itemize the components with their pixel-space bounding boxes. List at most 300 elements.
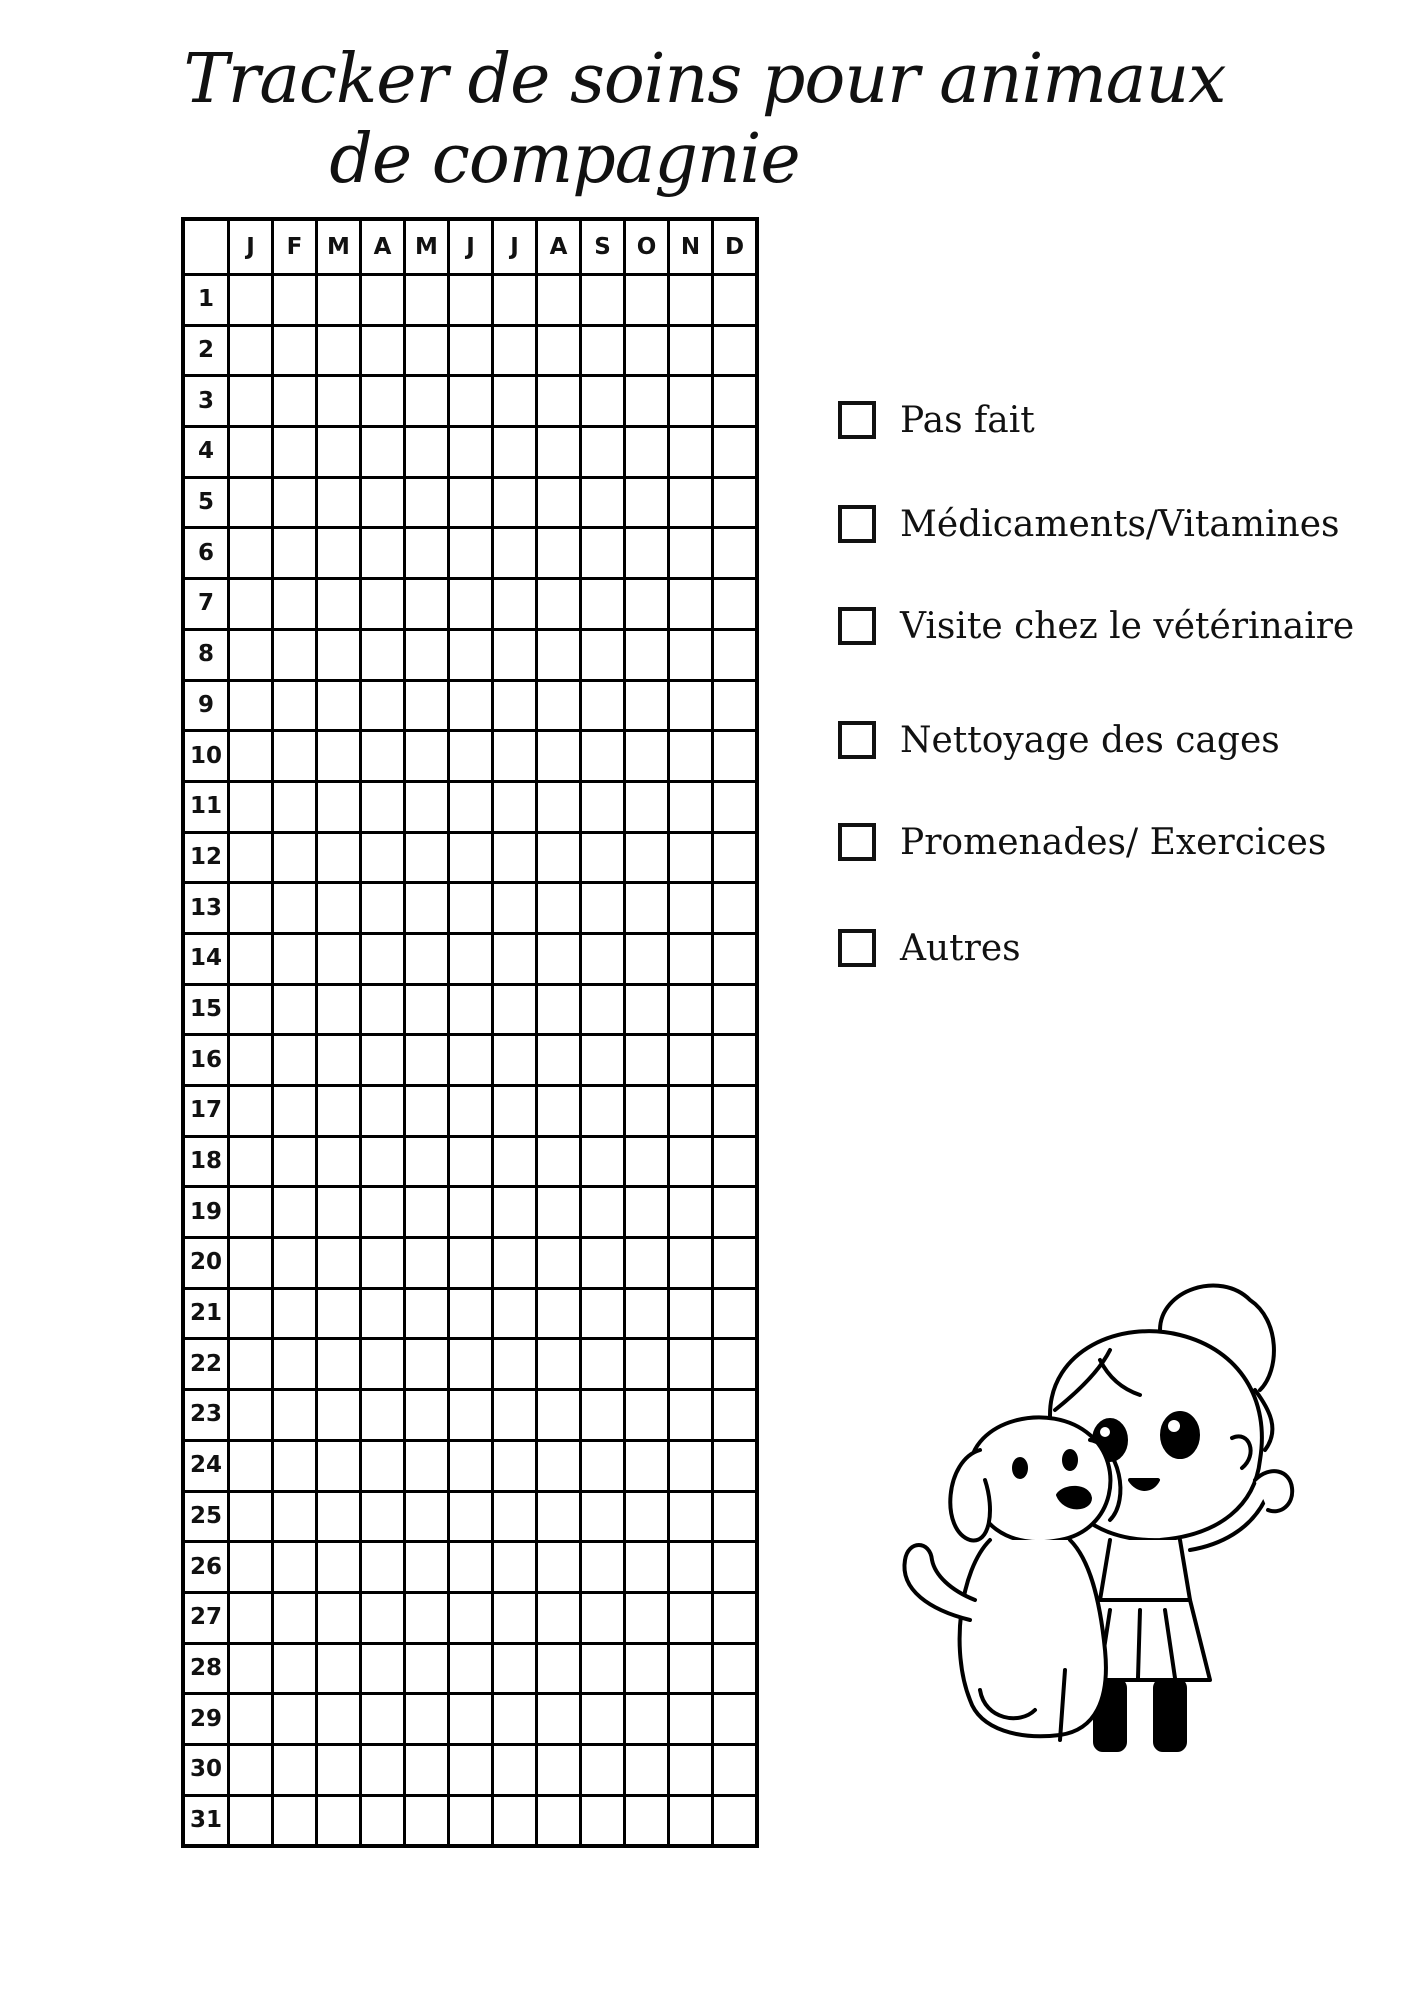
- tracker-cell[interactable]: [405, 984, 449, 1035]
- tracker-cell[interactable]: [537, 579, 581, 630]
- tracker-cell[interactable]: [669, 629, 713, 680]
- tracker-cell[interactable]: [449, 275, 493, 326]
- tracker-cell[interactable]: [405, 427, 449, 478]
- tracker-cell[interactable]: [581, 325, 625, 376]
- tracker-cell[interactable]: [273, 629, 317, 680]
- tracker-cell[interactable]: [625, 1390, 669, 1441]
- tracker-cell[interactable]: [581, 781, 625, 832]
- tracker-cell[interactable]: [537, 629, 581, 680]
- tracker-cell[interactable]: [317, 1035, 361, 1086]
- tracker-cell[interactable]: [669, 984, 713, 1035]
- tracker-cell[interactable]: [317, 1694, 361, 1745]
- tracker-cell[interactable]: [713, 1086, 758, 1137]
- tracker-cell[interactable]: [229, 528, 273, 579]
- tracker-cell[interactable]: [713, 984, 758, 1035]
- tracker-cell[interactable]: [713, 731, 758, 782]
- tracker-cell[interactable]: [713, 883, 758, 934]
- tracker-cell[interactable]: [317, 579, 361, 630]
- checkbox[interactable]: [838, 607, 876, 645]
- tracker-cell[interactable]: [405, 832, 449, 883]
- tracker-cell[interactable]: [581, 984, 625, 1035]
- tracker-cell[interactable]: [449, 1491, 493, 1542]
- tracker-cell[interactable]: [669, 731, 713, 782]
- tracker-cell[interactable]: [361, 1390, 405, 1441]
- tracker-cell[interactable]: [317, 325, 361, 376]
- tracker-cell[interactable]: [537, 275, 581, 326]
- tracker-cell[interactable]: [405, 1187, 449, 1238]
- tracker-cell[interactable]: [229, 1694, 273, 1745]
- tracker-cell[interactable]: [493, 1086, 537, 1137]
- tracker-cell[interactable]: [493, 1592, 537, 1643]
- tracker-cell[interactable]: [625, 1086, 669, 1137]
- tracker-cell[interactable]: [273, 579, 317, 630]
- tracker-cell[interactable]: [405, 680, 449, 731]
- tracker-cell[interactable]: [361, 1035, 405, 1086]
- tracker-cell[interactable]: [449, 1136, 493, 1187]
- tracker-cell[interactable]: [493, 1643, 537, 1694]
- tracker-cell[interactable]: [361, 1440, 405, 1491]
- tracker-cell[interactable]: [537, 1542, 581, 1593]
- tracker-cell[interactable]: [317, 1795, 361, 1846]
- tracker-cell[interactable]: [537, 427, 581, 478]
- tracker-cell[interactable]: [669, 1694, 713, 1745]
- tracker-cell[interactable]: [361, 1288, 405, 1339]
- tracker-cell[interactable]: [317, 832, 361, 883]
- tracker-cell[interactable]: [317, 1136, 361, 1187]
- tracker-cell[interactable]: [669, 1795, 713, 1846]
- tracker-cell[interactable]: [229, 1339, 273, 1390]
- tracker-cell[interactable]: [317, 1086, 361, 1137]
- tracker-cell[interactable]: [625, 1542, 669, 1593]
- tracker-cell[interactable]: [493, 1238, 537, 1289]
- tracker-cell[interactable]: [625, 1187, 669, 1238]
- tracker-cell[interactable]: [449, 1694, 493, 1745]
- tracker-cell[interactable]: [581, 629, 625, 680]
- tracker-cell[interactable]: [669, 1136, 713, 1187]
- tracker-cell[interactable]: [229, 1744, 273, 1795]
- tracker-cell[interactable]: [229, 883, 273, 934]
- tracker-cell[interactable]: [581, 680, 625, 731]
- tracker-cell[interactable]: [317, 275, 361, 326]
- tracker-cell[interactable]: [229, 376, 273, 427]
- tracker-cell[interactable]: [669, 1744, 713, 1795]
- tracker-cell[interactable]: [493, 427, 537, 478]
- tracker-cell[interactable]: [493, 1187, 537, 1238]
- tracker-cell[interactable]: [317, 1744, 361, 1795]
- tracker-cell[interactable]: [273, 427, 317, 478]
- tracker-cell[interactable]: [449, 629, 493, 680]
- tracker-cell[interactable]: [405, 933, 449, 984]
- tracker-cell[interactable]: [273, 1744, 317, 1795]
- tracker-cell[interactable]: [581, 1440, 625, 1491]
- tracker-cell[interactable]: [493, 1339, 537, 1390]
- tracker-cell[interactable]: [449, 579, 493, 630]
- tracker-cell[interactable]: [713, 1035, 758, 1086]
- tracker-cell[interactable]: [625, 1440, 669, 1491]
- tracker-cell[interactable]: [537, 731, 581, 782]
- tracker-cell[interactable]: [273, 1187, 317, 1238]
- tracker-cell[interactable]: [229, 731, 273, 782]
- tracker-cell[interactable]: [537, 376, 581, 427]
- tracker-cell[interactable]: [581, 1288, 625, 1339]
- tracker-cell[interactable]: [405, 477, 449, 528]
- tracker-cell[interactable]: [537, 477, 581, 528]
- tracker-cell[interactable]: [625, 1795, 669, 1846]
- tracker-cell[interactable]: [713, 1694, 758, 1745]
- tracker-cell[interactable]: [317, 781, 361, 832]
- tracker-cell[interactable]: [273, 781, 317, 832]
- tracker-cell[interactable]: [273, 1491, 317, 1542]
- tracker-cell[interactable]: [317, 1238, 361, 1289]
- tracker-cell[interactable]: [273, 1288, 317, 1339]
- tracker-cell[interactable]: [229, 1491, 273, 1542]
- tracker-cell[interactable]: [625, 1238, 669, 1289]
- tracker-cell[interactable]: [361, 1643, 405, 1694]
- tracker-cell[interactable]: [581, 933, 625, 984]
- checkbox[interactable]: [838, 505, 876, 543]
- tracker-cell[interactable]: [581, 1086, 625, 1137]
- tracker-cell[interactable]: [713, 1187, 758, 1238]
- tracker-cell[interactable]: [493, 680, 537, 731]
- tracker-cell[interactable]: [669, 427, 713, 478]
- tracker-cell[interactable]: [405, 325, 449, 376]
- tracker-cell[interactable]: [713, 1390, 758, 1441]
- tracker-cell[interactable]: [361, 1491, 405, 1542]
- tracker-cell[interactable]: [449, 781, 493, 832]
- tracker-cell[interactable]: [537, 1390, 581, 1441]
- tracker-cell[interactable]: [493, 781, 537, 832]
- tracker-cell[interactable]: [493, 933, 537, 984]
- tracker-cell[interactable]: [229, 1440, 273, 1491]
- tracker-cell[interactable]: [317, 1187, 361, 1238]
- tracker-cell[interactable]: [405, 1491, 449, 1542]
- tracker-cell[interactable]: [229, 1238, 273, 1289]
- tracker-cell[interactable]: [493, 1390, 537, 1441]
- tracker-cell[interactable]: [625, 883, 669, 934]
- tracker-cell[interactable]: [449, 1238, 493, 1289]
- tracker-cell[interactable]: [713, 1744, 758, 1795]
- tracker-cell[interactable]: [229, 984, 273, 1035]
- tracker-cell[interactable]: [317, 1288, 361, 1339]
- tracker-cell[interactable]: [317, 1491, 361, 1542]
- tracker-cell[interactable]: [625, 579, 669, 630]
- tracker-cell[interactable]: [361, 984, 405, 1035]
- tracker-cell[interactable]: [229, 1390, 273, 1441]
- tracker-cell[interactable]: [713, 1491, 758, 1542]
- tracker-cell[interactable]: [449, 1187, 493, 1238]
- tracker-cell[interactable]: [405, 781, 449, 832]
- tracker-cell[interactable]: [361, 933, 405, 984]
- tracker-cell[interactable]: [405, 1086, 449, 1137]
- tracker-cell[interactable]: [537, 1744, 581, 1795]
- tracker-cell[interactable]: [317, 477, 361, 528]
- tracker-cell[interactable]: [537, 1440, 581, 1491]
- tracker-cell[interactable]: [317, 1643, 361, 1694]
- tracker-cell[interactable]: [581, 376, 625, 427]
- tracker-cell[interactable]: [581, 427, 625, 478]
- tracker-cell[interactable]: [449, 933, 493, 984]
- tracker-cell[interactable]: [361, 1694, 405, 1745]
- tracker-cell[interactable]: [317, 883, 361, 934]
- tracker-cell[interactable]: [537, 1795, 581, 1846]
- tracker-cell[interactable]: [229, 1086, 273, 1137]
- tracker-cell[interactable]: [405, 376, 449, 427]
- tracker-cell[interactable]: [273, 325, 317, 376]
- tracker-cell[interactable]: [493, 883, 537, 934]
- tracker-cell[interactable]: [361, 477, 405, 528]
- tracker-cell[interactable]: [229, 1542, 273, 1593]
- tracker-cell[interactable]: [537, 933, 581, 984]
- tracker-cell[interactable]: [581, 477, 625, 528]
- tracker-cell[interactable]: [405, 1339, 449, 1390]
- tracker-cell[interactable]: [625, 376, 669, 427]
- checkbox[interactable]: [838, 721, 876, 759]
- tracker-cell[interactable]: [229, 275, 273, 326]
- tracker-cell[interactable]: [361, 1795, 405, 1846]
- tracker-cell[interactable]: [537, 1694, 581, 1745]
- tracker-cell[interactable]: [713, 1542, 758, 1593]
- tracker-cell[interactable]: [273, 1035, 317, 1086]
- tracker-cell[interactable]: [405, 1795, 449, 1846]
- tracker-cell[interactable]: [713, 1288, 758, 1339]
- tracker-cell[interactable]: [537, 1238, 581, 1289]
- tracker-cell[interactable]: [449, 680, 493, 731]
- tracker-cell[interactable]: [273, 984, 317, 1035]
- tracker-cell[interactable]: [669, 579, 713, 630]
- tracker-cell[interactable]: [493, 1744, 537, 1795]
- tracker-cell[interactable]: [405, 1390, 449, 1441]
- tracker-cell[interactable]: [361, 528, 405, 579]
- tracker-cell[interactable]: [581, 275, 625, 326]
- tracker-cell[interactable]: [493, 731, 537, 782]
- tracker-cell[interactable]: [713, 1136, 758, 1187]
- tracker-cell[interactable]: [713, 832, 758, 883]
- tracker-cell[interactable]: [449, 427, 493, 478]
- tracker-cell[interactable]: [317, 731, 361, 782]
- tracker-cell[interactable]: [581, 1491, 625, 1542]
- tracker-cell[interactable]: [229, 1136, 273, 1187]
- tracker-cell[interactable]: [581, 1542, 625, 1593]
- tracker-cell[interactable]: [713, 275, 758, 326]
- tracker-cell[interactable]: [493, 325, 537, 376]
- tracker-cell[interactable]: [713, 528, 758, 579]
- tracker-cell[interactable]: [229, 1035, 273, 1086]
- tracker-cell[interactable]: [317, 629, 361, 680]
- tracker-cell[interactable]: [317, 376, 361, 427]
- tracker-cell[interactable]: [581, 1136, 625, 1187]
- tracker-cell[interactable]: [273, 1795, 317, 1846]
- tracker-cell[interactable]: [581, 883, 625, 934]
- tracker-cell[interactable]: [669, 781, 713, 832]
- tracker-cell[interactable]: [273, 477, 317, 528]
- tracker-cell[interactable]: [405, 1542, 449, 1593]
- tracker-cell[interactable]: [361, 781, 405, 832]
- tracker-cell[interactable]: [317, 984, 361, 1035]
- tracker-cell[interactable]: [493, 1491, 537, 1542]
- tracker-cell[interactable]: [361, 731, 405, 782]
- tracker-cell[interactable]: [273, 731, 317, 782]
- tracker-cell[interactable]: [449, 1390, 493, 1441]
- tracker-cell[interactable]: [669, 1339, 713, 1390]
- tracker-cell[interactable]: [493, 1440, 537, 1491]
- tracker-cell[interactable]: [405, 275, 449, 326]
- tracker-cell[interactable]: [273, 933, 317, 984]
- tracker-cell[interactable]: [273, 883, 317, 934]
- tracker-cell[interactable]: [625, 1694, 669, 1745]
- tracker-cell[interactable]: [493, 275, 537, 326]
- tracker-cell[interactable]: [625, 477, 669, 528]
- tracker-cell[interactable]: [669, 528, 713, 579]
- tracker-cell[interactable]: [449, 1440, 493, 1491]
- tracker-cell[interactable]: [229, 1187, 273, 1238]
- tracker-cell[interactable]: [361, 680, 405, 731]
- tracker-cell[interactable]: [493, 579, 537, 630]
- tracker-cell[interactable]: [713, 376, 758, 427]
- tracker-cell[interactable]: [493, 477, 537, 528]
- tracker-cell[interactable]: [361, 579, 405, 630]
- tracker-cell[interactable]: [273, 1390, 317, 1441]
- tracker-cell[interactable]: [273, 1136, 317, 1187]
- tracker-cell[interactable]: [317, 933, 361, 984]
- tracker-cell[interactable]: [405, 1288, 449, 1339]
- tracker-cell[interactable]: [229, 1288, 273, 1339]
- tracker-cell[interactable]: [361, 629, 405, 680]
- tracker-cell[interactable]: [361, 275, 405, 326]
- tracker-cell[interactable]: [493, 1694, 537, 1745]
- tracker-cell[interactable]: [625, 1592, 669, 1643]
- tracker-cell[interactable]: [449, 1288, 493, 1339]
- tracker-cell[interactable]: [273, 376, 317, 427]
- tracker-cell[interactable]: [405, 528, 449, 579]
- tracker-cell[interactable]: [537, 984, 581, 1035]
- tracker-cell[interactable]: [625, 1744, 669, 1795]
- tracker-cell[interactable]: [669, 1440, 713, 1491]
- tracker-cell[interactable]: [537, 1035, 581, 1086]
- tracker-cell[interactable]: [669, 1542, 713, 1593]
- tracker-cell[interactable]: [449, 883, 493, 934]
- tracker-cell[interactable]: [625, 1339, 669, 1390]
- tracker-cell[interactable]: [229, 680, 273, 731]
- tracker-cell[interactable]: [273, 1694, 317, 1745]
- tracker-cell[interactable]: [669, 1643, 713, 1694]
- tracker-cell[interactable]: [581, 528, 625, 579]
- tracker-cell[interactable]: [273, 1592, 317, 1643]
- tracker-cell[interactable]: [273, 1086, 317, 1137]
- tracker-cell[interactable]: [449, 1592, 493, 1643]
- tracker-cell[interactable]: [361, 325, 405, 376]
- tracker-cell[interactable]: [273, 275, 317, 326]
- tracker-cell[interactable]: [493, 1542, 537, 1593]
- tracker-cell[interactable]: [713, 1592, 758, 1643]
- tracker-cell[interactable]: [713, 477, 758, 528]
- tracker-cell[interactable]: [669, 1491, 713, 1542]
- tracker-cell[interactable]: [493, 984, 537, 1035]
- tracker-cell[interactable]: [405, 1440, 449, 1491]
- tracker-cell[interactable]: [625, 275, 669, 326]
- tracker-cell[interactable]: [537, 680, 581, 731]
- tracker-cell[interactable]: [229, 933, 273, 984]
- tracker-cell[interactable]: [713, 1440, 758, 1491]
- tracker-cell[interactable]: [581, 1238, 625, 1289]
- tracker-cell[interactable]: [537, 1643, 581, 1694]
- tracker-cell[interactable]: [317, 1339, 361, 1390]
- tracker-cell[interactable]: [581, 1592, 625, 1643]
- tracker-cell[interactable]: [449, 731, 493, 782]
- checkbox[interactable]: [838, 401, 876, 439]
- tracker-cell[interactable]: [713, 629, 758, 680]
- tracker-cell[interactable]: [625, 1491, 669, 1542]
- tracker-cell[interactable]: [317, 528, 361, 579]
- tracker-cell[interactable]: [317, 680, 361, 731]
- tracker-cell[interactable]: [713, 579, 758, 630]
- tracker-cell[interactable]: [361, 1187, 405, 1238]
- tracker-cell[interactable]: [361, 1542, 405, 1593]
- tracker-cell[interactable]: [317, 1592, 361, 1643]
- tracker-cell[interactable]: [625, 1288, 669, 1339]
- tracker-cell[interactable]: [713, 1643, 758, 1694]
- tracker-cell[interactable]: [449, 1542, 493, 1593]
- tracker-cell[interactable]: [361, 883, 405, 934]
- tracker-cell[interactable]: [581, 1390, 625, 1441]
- tracker-cell[interactable]: [449, 325, 493, 376]
- tracker-cell[interactable]: [361, 1592, 405, 1643]
- checkbox[interactable]: [838, 929, 876, 967]
- tracker-cell[interactable]: [405, 1744, 449, 1795]
- tracker-cell[interactable]: [669, 1187, 713, 1238]
- tracker-cell[interactable]: [449, 1643, 493, 1694]
- tracker-cell[interactable]: [713, 1339, 758, 1390]
- tracker-cell[interactable]: [405, 579, 449, 630]
- tracker-cell[interactable]: [273, 1542, 317, 1593]
- tracker-cell[interactable]: [493, 1136, 537, 1187]
- tracker-cell[interactable]: [449, 1744, 493, 1795]
- tracker-cell[interactable]: [273, 1339, 317, 1390]
- tracker-cell[interactable]: [669, 325, 713, 376]
- tracker-cell[interactable]: [405, 1035, 449, 1086]
- tracker-cell[interactable]: [625, 1136, 669, 1187]
- tracker-cell[interactable]: [581, 731, 625, 782]
- tracker-cell[interactable]: [669, 680, 713, 731]
- tracker-cell[interactable]: [449, 1086, 493, 1137]
- tracker-cell[interactable]: [713, 933, 758, 984]
- tracker-cell[interactable]: [713, 1795, 758, 1846]
- tracker-cell[interactable]: [273, 1643, 317, 1694]
- tracker-cell[interactable]: [317, 1542, 361, 1593]
- tracker-cell[interactable]: [581, 1744, 625, 1795]
- tracker-cell[interactable]: [625, 325, 669, 376]
- tracker-cell[interactable]: [229, 477, 273, 528]
- tracker-cell[interactable]: [229, 427, 273, 478]
- tracker-cell[interactable]: [581, 1795, 625, 1846]
- tracker-cell[interactable]: [625, 781, 669, 832]
- tracker-cell[interactable]: [581, 1187, 625, 1238]
- tracker-cell[interactable]: [669, 376, 713, 427]
- checkbox[interactable]: [838, 823, 876, 861]
- tracker-cell[interactable]: [537, 325, 581, 376]
- tracker-cell[interactable]: [625, 1035, 669, 1086]
- tracker-cell[interactable]: [669, 832, 713, 883]
- tracker-cell[interactable]: [493, 528, 537, 579]
- tracker-cell[interactable]: [625, 933, 669, 984]
- tracker-cell[interactable]: [537, 1491, 581, 1542]
- tracker-cell[interactable]: [537, 1136, 581, 1187]
- tracker-cell[interactable]: [669, 1086, 713, 1137]
- tracker-cell[interactable]: [361, 1086, 405, 1137]
- tracker-cell[interactable]: [669, 883, 713, 934]
- tracker-cell[interactable]: [537, 883, 581, 934]
- tracker-cell[interactable]: [229, 1592, 273, 1643]
- tracker-cell[interactable]: [581, 1035, 625, 1086]
